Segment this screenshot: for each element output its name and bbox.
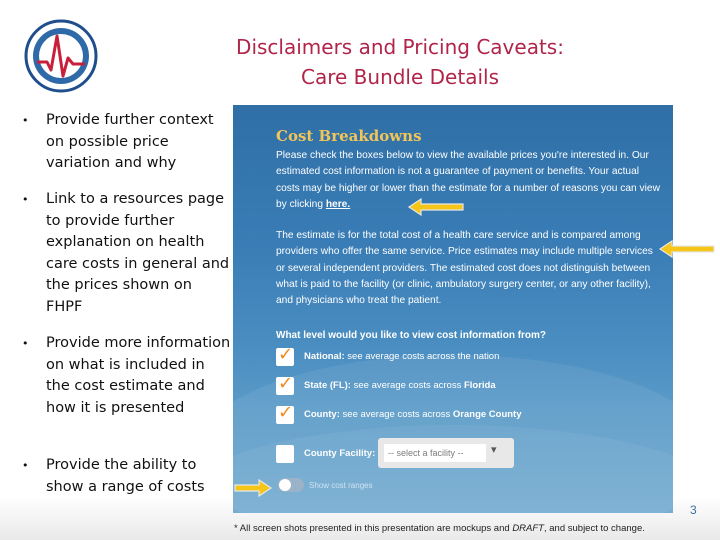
bullet-dot: • xyxy=(22,459,29,472)
bullet-text: Provide further context on possible price variation and why xyxy=(46,112,214,171)
option-label: County: see average costs across Orange County xyxy=(304,409,522,420)
county-facility-checkbox[interactable] xyxy=(276,445,294,463)
arrow-left-icon xyxy=(407,197,467,217)
bullet-dot: • xyxy=(22,114,29,127)
show-cost-ranges-toggle[interactable] xyxy=(278,478,304,492)
bullet-text: Provide more information on what is included in the cost estimate and how it is presented xyxy=(46,335,231,416)
state-checkbox[interactable] xyxy=(276,373,294,395)
option-label: State (FL): see average costs across Florida xyxy=(304,380,496,391)
bullet-text: Link to a resources page to provide further explanation on health care costs in general and the prices shown on FHPF xyxy=(46,191,230,315)
footnote: * All screen shots presented in this presentation are mockups and DRAFT, and subject to change. xyxy=(234,523,645,534)
arrow-right-icon xyxy=(233,478,273,498)
title-line-1: Disclaimers and Pricing Caveats: xyxy=(236,35,564,59)
show-cost-ranges-label: Show cost ranges xyxy=(309,481,373,490)
national-checkbox[interactable] xyxy=(276,344,294,366)
bullet-text: Provide the ability to show a range of costs xyxy=(46,457,205,495)
page-number: 3 xyxy=(690,503,697,517)
chevron-down-icon[interactable]: ▾ xyxy=(491,443,497,456)
bullet-dot: • xyxy=(22,337,29,350)
check-icon: ✓ xyxy=(278,402,294,423)
slide-title xyxy=(150,32,650,92)
facility-select-container xyxy=(378,438,514,468)
cost-breakdowns-heading: Cost Breakdowns xyxy=(276,127,422,145)
option-label: National: see average costs across the nation xyxy=(304,351,500,362)
county-checkbox[interactable] xyxy=(276,402,294,424)
disclaimer-text: Please check the boxes below to view the available prices you're interested in. Our estimated cost information is not a guarantee of payment or benefits. Your actual costs may be higher or lower than the estimate for a number of reasons you can view by clicking xyxy=(276,150,660,210)
disclaimer-paragraph-1 xyxy=(276,148,661,213)
here-link[interactable]: here. xyxy=(325,198,351,210)
cost-breakdown-screenshot xyxy=(233,105,673,513)
bullet-dot: • xyxy=(22,193,29,206)
check-icon: ✓ xyxy=(278,373,294,394)
arrow-left-icon xyxy=(658,239,718,259)
fhpf-logo xyxy=(23,18,99,94)
title-line-2: Care Bundle Details xyxy=(301,65,499,89)
disclaimer-paragraph-2: The estimate is for the total cost of a health care service and is compared among providers who offer the same service. Price estimates may include multiple services or several independent providers. The estimated cost does not distinguish between what is paid to the facility (or clinic, ambulatory surgery center, or any other facility), and physicians who treat the patient. xyxy=(276,230,653,307)
toggle-knob xyxy=(279,479,291,491)
cost-level-question: What level would you like to view cost information from? xyxy=(276,330,547,341)
facility-select[interactable]: -- select a facility -- xyxy=(384,444,486,462)
check-icon: ✓ xyxy=(278,344,294,365)
option-label: County Facility: xyxy=(304,448,376,459)
